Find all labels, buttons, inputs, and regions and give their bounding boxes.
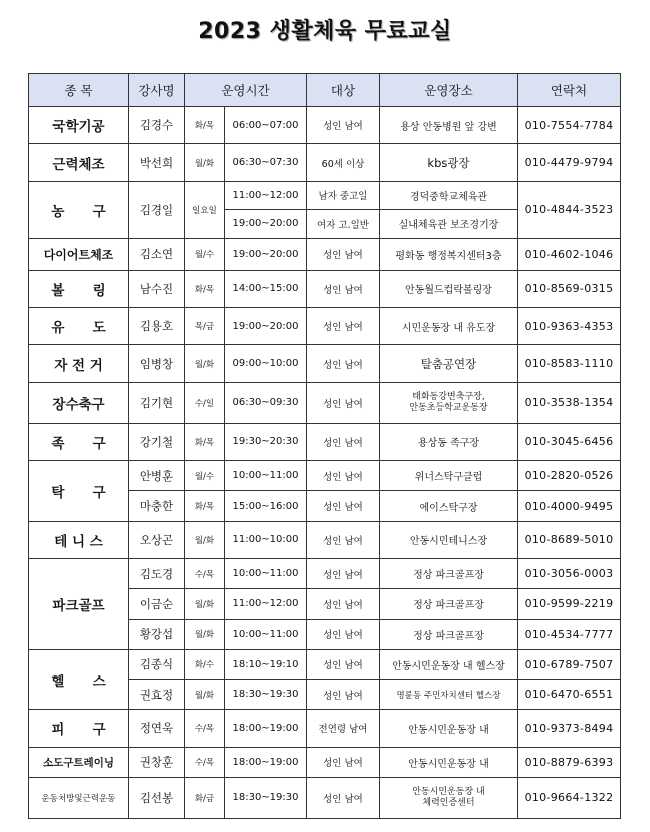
days-cell: 일요일 xyxy=(185,181,225,238)
header-row xyxy=(29,74,621,107)
phone-cell: 010-9363-4353 xyxy=(518,308,621,345)
table-row xyxy=(29,461,621,491)
days-cell: 수/목 xyxy=(185,747,225,777)
sport-cell: 피 구 xyxy=(29,710,129,747)
target-cell: 성인 남여 xyxy=(307,521,380,558)
place-cell: 안동시민운동장 내 xyxy=(380,747,518,777)
days-cell: 월/화 xyxy=(185,619,225,649)
time-cell: 10:00~11:00 xyxy=(225,461,307,491)
time-cell: 18:10~19:10 xyxy=(225,649,307,679)
table-row xyxy=(29,710,621,747)
target-cell: 남자 중고일 xyxy=(307,181,380,209)
place-cell: 평화동 행정복지센터3층 xyxy=(380,238,518,270)
target-cell: 성인 남여 xyxy=(307,777,380,818)
instructor-cell: 임병창 xyxy=(129,345,185,382)
phone-cell: 010-6789-7507 xyxy=(518,649,621,679)
instructor-cell: 안병훈 xyxy=(129,461,185,491)
table-row xyxy=(29,423,621,460)
target-cell: 성인 남여 xyxy=(307,308,380,345)
sport-cell: 헬 스 xyxy=(29,649,129,710)
instructor-cell: 이금순 xyxy=(129,589,185,619)
place-cell: 안동시민테니스장 xyxy=(380,521,518,558)
instructor-cell: 권효정 xyxy=(129,680,185,710)
target-cell: 여자 고.일반 xyxy=(307,210,380,238)
days-cell: 월/화 xyxy=(185,144,225,181)
place-line: 안동시민운동장 내 xyxy=(412,786,485,797)
time-cell: 19:00~20:00 xyxy=(225,308,307,345)
place-cell: 시민운동장 내 유도장 xyxy=(380,308,518,345)
place-cell: 정상 파크골프장 xyxy=(380,589,518,619)
days-cell: 월/화 xyxy=(185,680,225,710)
target-cell: 성인 남여 xyxy=(307,107,380,144)
table-row xyxy=(29,747,621,777)
instructor-cell: 오상곤 xyxy=(129,521,185,558)
time-cell: 06:30~07:30 xyxy=(225,144,307,181)
place-cell: 안동시민운동장 내 xyxy=(380,710,518,747)
header-instructor: 강사명 xyxy=(129,74,185,107)
table-row xyxy=(29,144,621,181)
instructor-cell: 김종식 xyxy=(129,649,185,679)
sport-cell: 유 도 xyxy=(29,308,129,345)
sport-cell: 국학기공 xyxy=(29,107,129,144)
instructor-cell: 김용호 xyxy=(129,308,185,345)
phone-cell: 010-3538-1354 xyxy=(518,382,621,423)
sport-cell: 근력체조 xyxy=(29,144,129,181)
instructor-cell: 김경일 xyxy=(129,181,185,238)
instructor-cell: 김소연 xyxy=(129,238,185,270)
table-row xyxy=(29,181,621,209)
days-cell: 화/수 xyxy=(185,649,225,679)
instructor-cell: 박선희 xyxy=(129,144,185,181)
target-cell: 성인 남여 xyxy=(307,270,380,307)
instructor-cell: 마충한 xyxy=(129,491,185,521)
header-place: 운영장소 xyxy=(380,74,518,107)
time-cell: 11:00~10:00 xyxy=(225,521,307,558)
table-row xyxy=(29,308,621,345)
phone-cell: 010-4000-9495 xyxy=(518,491,621,521)
header-contact: 연락처 xyxy=(518,74,621,107)
time-cell: 10:00~11:00 xyxy=(225,619,307,649)
phone-cell: 010-6470-6551 xyxy=(518,680,621,710)
phone-cell: 010-4479-9794 xyxy=(518,144,621,181)
phone-cell: 010-9599-2219 xyxy=(518,589,621,619)
time-cell: 18:00~19:00 xyxy=(225,710,307,747)
target-cell: 성인 남여 xyxy=(307,382,380,423)
target-cell: 성인 남여 xyxy=(307,423,380,460)
sport-cell: 테 니 스 xyxy=(29,521,129,558)
target-cell: 성인 남여 xyxy=(307,461,380,491)
target-cell: 성인 남여 xyxy=(307,589,380,619)
instructor-cell: 황강섭 xyxy=(129,619,185,649)
target-cell: 성인 남여 xyxy=(307,559,380,589)
place-cell: 경덕중학교체육관 xyxy=(380,181,518,209)
time-cell: 15:00~16:00 xyxy=(225,491,307,521)
target-cell: 전연령 남여 xyxy=(307,710,380,747)
sport-cell: 장수축구 xyxy=(29,382,129,423)
time-cell: 18:00~19:00 xyxy=(225,747,307,777)
table-row xyxy=(29,345,621,382)
days-cell: 화/목 xyxy=(185,423,225,460)
place-cell xyxy=(380,777,518,818)
target-cell: 성인 남여 xyxy=(307,649,380,679)
header-target: 대상 xyxy=(307,74,380,107)
time-cell: 06:30~09:30 xyxy=(225,382,307,423)
target-cell: 성인 남여 xyxy=(307,619,380,649)
instructor-cell: 김도경 xyxy=(129,559,185,589)
days-cell: 월/화 xyxy=(185,345,225,382)
days-cell: 화/목 xyxy=(185,270,225,307)
table-row xyxy=(29,107,621,144)
place-cell: 안동시민운동장 내 헬스장 xyxy=(380,649,518,679)
target-cell: 60세 이상 xyxy=(307,144,380,181)
time-cell: 10:00~11:00 xyxy=(225,559,307,589)
table-row xyxy=(29,649,621,679)
time-cell: 06:00~07:00 xyxy=(225,107,307,144)
place-cell: 정상 파크골프장 xyxy=(380,559,518,589)
days-cell: 월/수 xyxy=(185,238,225,270)
days-cell: 화/목 xyxy=(185,107,225,144)
days-cell: 목/금 xyxy=(185,308,225,345)
time-cell: 11:00~12:00 xyxy=(225,181,307,209)
days-cell: 월/수 xyxy=(185,461,225,491)
days-cell: 수/목 xyxy=(185,559,225,589)
time-cell: 19:00~20:00 xyxy=(225,210,307,238)
place-cell: 명륜동 주민자치센터 헬스장 xyxy=(380,680,518,710)
time-cell: 19:30~20:30 xyxy=(225,423,307,460)
instructor-cell: 김선봉 xyxy=(129,777,185,818)
place-line: 체력인증센터 xyxy=(422,797,475,808)
time-cell: 18:30~19:30 xyxy=(225,680,307,710)
instructor-cell: 김기현 xyxy=(129,382,185,423)
instructor-cell: 정연욱 xyxy=(129,710,185,747)
phone-cell: 010-9373-8494 xyxy=(518,710,621,747)
place-line: 안동초등학교운동장 xyxy=(409,402,488,413)
place-cell: 실내체육관 보조경기장 xyxy=(380,210,518,238)
place-cell: 위너스탁구클럽 xyxy=(380,461,518,491)
phone-cell: 010-8583-1110 xyxy=(518,345,621,382)
target-cell: 성인 남여 xyxy=(307,680,380,710)
days-cell: 월/화 xyxy=(185,589,225,619)
place-cell: 탈춤공연장 xyxy=(380,345,518,382)
sport-cell: 볼 링 xyxy=(29,270,129,307)
days-cell: 화/금 xyxy=(185,777,225,818)
table-row xyxy=(29,238,621,270)
instructor-cell: 강기철 xyxy=(129,423,185,460)
sport-cell: 다이어트체조 xyxy=(29,238,129,270)
days-cell: 수/일 xyxy=(185,382,225,423)
place-cell: kbs광장 xyxy=(380,144,518,181)
time-cell: 14:00~15:00 xyxy=(225,270,307,307)
time-cell: 18:30~19:30 xyxy=(225,777,307,818)
sport-cell: 파크골프 xyxy=(29,559,129,650)
sport-cell: 족 구 xyxy=(29,423,129,460)
place-cell: 안동월드컵락볼링장 xyxy=(380,270,518,307)
phone-cell: 010-4534-7777 xyxy=(518,619,621,649)
sport-cell: 소도구트레이닝 xyxy=(29,747,129,777)
place-cell: 용상동 족구장 xyxy=(380,423,518,460)
sport-cell: 운동처방및근력운동 xyxy=(29,777,129,818)
header-sport: 종 목 xyxy=(29,74,129,107)
place-line: 태화동강변축구장, xyxy=(412,391,485,402)
phone-cell: 010-9664-1322 xyxy=(518,777,621,818)
table-row xyxy=(29,777,621,818)
instructor-cell: 김경수 xyxy=(129,107,185,144)
phone-cell: 010-8689-5010 xyxy=(518,521,621,558)
phone-cell: 010-2820-0526 xyxy=(518,461,621,491)
instructor-cell: 권창훈 xyxy=(129,747,185,777)
place-cell xyxy=(380,382,518,423)
schedule-table xyxy=(28,73,621,819)
days-cell: 월/화 xyxy=(185,521,225,558)
place-cell: 에이스탁구장 xyxy=(380,491,518,521)
sport-cell: 탁 구 xyxy=(29,461,129,522)
days-cell: 화/목 xyxy=(185,491,225,521)
phone-cell: 010-8879-6393 xyxy=(518,747,621,777)
place-cell: 용상 안동병원 앞 강변 xyxy=(380,107,518,144)
phone-cell: 010-4844-3523 xyxy=(518,181,621,238)
sport-cell: 자 전 거 xyxy=(29,345,129,382)
time-cell: 11:00~12:00 xyxy=(225,589,307,619)
sport-cell: 농 구 xyxy=(29,181,129,238)
place-cell: 정상 파크골프장 xyxy=(380,619,518,649)
header-time: 운영시간 xyxy=(185,74,307,107)
days-cell: 수/목 xyxy=(185,710,225,747)
target-cell: 성인 남여 xyxy=(307,345,380,382)
time-cell: 09:00~10:00 xyxy=(225,345,307,382)
phone-cell: 010-3045-6456 xyxy=(518,423,621,460)
phone-cell: 010-4602-1046 xyxy=(518,238,621,270)
target-cell: 성인 남여 xyxy=(307,238,380,270)
table-row xyxy=(29,382,621,423)
page-title: 2023 생활체육 무료교실 xyxy=(198,19,452,44)
table-row xyxy=(29,559,621,589)
phone-cell: 010-8569-0315 xyxy=(518,270,621,307)
instructor-cell: 남수진 xyxy=(129,270,185,307)
target-cell: 성인 남여 xyxy=(307,491,380,521)
phone-cell: 010-7554-7784 xyxy=(518,107,621,144)
phone-cell: 010-3056-0003 xyxy=(518,559,621,589)
table-row xyxy=(29,270,621,307)
table-row xyxy=(29,521,621,558)
time-cell: 19:00~20:00 xyxy=(225,238,307,270)
target-cell: 성인 남여 xyxy=(307,747,380,777)
